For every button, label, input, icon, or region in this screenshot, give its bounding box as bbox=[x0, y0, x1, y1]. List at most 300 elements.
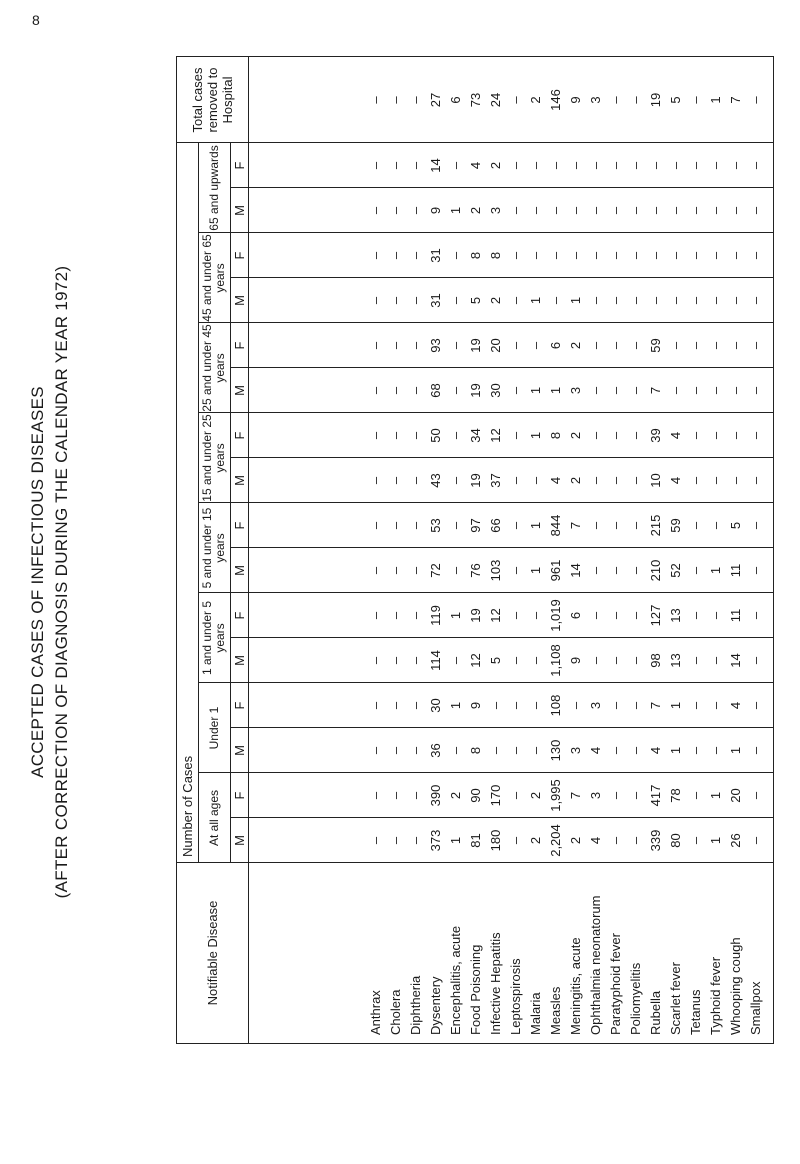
table-cell: – bbox=[628, 566, 643, 575]
table-cell: 43 bbox=[428, 473, 443, 488]
table-cell: 27 bbox=[428, 92, 443, 108]
table-cell: 2 bbox=[568, 836, 583, 845]
table-cell: – bbox=[628, 96, 643, 104]
table-cell: 53 bbox=[428, 518, 443, 533]
table-cell: – bbox=[388, 206, 403, 215]
table-cell: 1 bbox=[448, 836, 463, 845]
table-cell: – bbox=[688, 96, 703, 104]
table-cell: 2 bbox=[448, 791, 463, 800]
table-cell: – bbox=[508, 791, 523, 800]
table-cell: 4 bbox=[668, 476, 683, 485]
table-cell: – bbox=[508, 341, 523, 350]
table-cell: 31 bbox=[428, 248, 443, 263]
table-cell: 3 bbox=[568, 386, 583, 395]
table-cell: – bbox=[528, 656, 543, 665]
table-cell: 2 bbox=[568, 476, 583, 485]
table-cell: – bbox=[688, 611, 703, 620]
table-cell: – bbox=[608, 836, 623, 845]
table-cell: – bbox=[528, 206, 543, 215]
table-cell: – bbox=[748, 96, 763, 104]
table-cell: – bbox=[708, 296, 723, 305]
table-cell: – bbox=[448, 386, 463, 395]
table-cell: – bbox=[608, 206, 623, 215]
table-cell: – bbox=[588, 431, 603, 440]
title-line-1: ACCEPTED CASES OF INFECTIOUS DISEASES bbox=[28, 386, 47, 778]
table-cell: – bbox=[748, 251, 763, 260]
table-cell: – bbox=[548, 206, 563, 215]
disease-name: Whooping cough bbox=[728, 937, 743, 1035]
age-group-header: 45 and under 65 years bbox=[200, 234, 227, 322]
table-cell: – bbox=[748, 161, 763, 170]
table-cell: 4 bbox=[468, 161, 483, 170]
table-cell: 1 bbox=[668, 746, 683, 755]
table-cell: – bbox=[568, 701, 583, 710]
table-cell: – bbox=[588, 611, 603, 620]
table-cell: 7 bbox=[568, 521, 583, 530]
table-cell: 8 bbox=[548, 431, 563, 440]
disease-name: Cholera bbox=[388, 989, 403, 1035]
table-cell: – bbox=[688, 341, 703, 350]
table-cell: – bbox=[628, 431, 643, 440]
table-cell: – bbox=[708, 701, 723, 710]
table-cell: – bbox=[748, 836, 763, 845]
table-cell: – bbox=[448, 746, 463, 755]
table-cell: – bbox=[668, 161, 683, 170]
table-cell: 5 bbox=[468, 296, 483, 305]
table-cell: 2 bbox=[468, 206, 483, 215]
disease-name: Dysentery bbox=[428, 976, 443, 1035]
table-cell: – bbox=[588, 656, 603, 665]
table-cell: – bbox=[368, 161, 383, 170]
table-cell: – bbox=[388, 611, 403, 620]
table-cell: 4 bbox=[668, 431, 683, 440]
table-cell: 14 bbox=[428, 158, 443, 173]
table-cell: – bbox=[388, 476, 403, 485]
table-cell: – bbox=[488, 701, 503, 710]
table-cell: 5 bbox=[668, 96, 683, 104]
table-cell: – bbox=[388, 251, 403, 260]
table-cell: 4 bbox=[728, 701, 743, 710]
table-cell: 1 bbox=[528, 296, 543, 305]
age-group-header: At all ages bbox=[206, 789, 221, 847]
table-cell: 170 bbox=[488, 784, 503, 807]
table-cell: – bbox=[728, 341, 743, 350]
table-cell: 961 bbox=[548, 559, 563, 582]
table-cell: – bbox=[368, 386, 383, 395]
disease-name: Typhoid fever bbox=[708, 956, 723, 1035]
table-cell: – bbox=[748, 296, 763, 305]
table-cell: 417 bbox=[648, 784, 663, 807]
table-cell: – bbox=[688, 476, 703, 485]
table-cell: – bbox=[368, 521, 383, 530]
table-cell: – bbox=[408, 656, 423, 665]
table-cell: – bbox=[648, 206, 663, 215]
male-column-header: M bbox=[231, 835, 247, 846]
table-cell: – bbox=[508, 521, 523, 530]
table-cell: – bbox=[368, 251, 383, 260]
table-cell: – bbox=[748, 431, 763, 440]
age-group-header: 25 and under 45 years bbox=[200, 324, 227, 412]
table-cell: – bbox=[728, 206, 743, 215]
table-cell: – bbox=[668, 251, 683, 260]
table-cell: – bbox=[388, 566, 403, 575]
table-cell: 81 bbox=[468, 833, 483, 848]
table-cell: – bbox=[608, 791, 623, 800]
table-cell: – bbox=[628, 791, 643, 800]
table-cell: 14 bbox=[728, 653, 743, 668]
female-column-header: F bbox=[231, 161, 247, 170]
table-cell: 78 bbox=[668, 788, 683, 803]
table-cell: 4 bbox=[648, 746, 663, 755]
table-cell: – bbox=[368, 791, 383, 800]
table-cell: – bbox=[388, 701, 403, 710]
disease-column-header: Notifiable Disease bbox=[204, 900, 220, 1006]
table-cell: 20 bbox=[728, 788, 743, 803]
table-cell: – bbox=[608, 296, 623, 305]
table-cell: – bbox=[368, 701, 383, 710]
table-cell: – bbox=[708, 386, 723, 395]
table-cell: 1 bbox=[668, 701, 683, 710]
table-cell: – bbox=[628, 161, 643, 170]
disease-name: Encephalitis, acute bbox=[448, 925, 463, 1035]
table-cell: – bbox=[608, 611, 623, 620]
table-cell: – bbox=[448, 296, 463, 305]
table-cell: – bbox=[368, 656, 383, 665]
table-cell: – bbox=[748, 791, 763, 800]
table-cell: 4 bbox=[548, 476, 563, 485]
table-cell: – bbox=[368, 566, 383, 575]
table-cell: – bbox=[448, 566, 463, 575]
table-cell: – bbox=[448, 161, 463, 170]
table-cell: 50 bbox=[428, 428, 443, 443]
table-cell: 1 bbox=[728, 746, 743, 755]
page-title bbox=[26, 0, 74, 1164]
table-cell: 90 bbox=[468, 788, 483, 803]
table-cell: – bbox=[508, 611, 523, 620]
table-cell: 37 bbox=[488, 473, 503, 488]
table-cell: – bbox=[368, 96, 383, 104]
table-cell: – bbox=[548, 296, 563, 305]
table-cell: 2 bbox=[568, 341, 583, 350]
age-group-header: Under 1 bbox=[206, 706, 221, 750]
table-cell: – bbox=[508, 161, 523, 170]
rule bbox=[248, 57, 249, 1043]
table-cell: – bbox=[408, 611, 423, 620]
rule bbox=[198, 143, 199, 863]
table-cell: 4 bbox=[588, 746, 603, 755]
table-cell: – bbox=[388, 296, 403, 305]
table-cell: – bbox=[508, 701, 523, 710]
table-cell: – bbox=[608, 701, 623, 710]
number-of-cases-header: Number of Cases bbox=[179, 755, 195, 857]
age-group-header: 1 and under 5 years bbox=[200, 600, 227, 676]
table-cell: – bbox=[388, 386, 403, 395]
table-cell: – bbox=[368, 746, 383, 755]
table-cell: 1 bbox=[528, 521, 543, 530]
table-cell: 5 bbox=[488, 656, 503, 665]
table-cell: 6 bbox=[548, 341, 563, 350]
table-cell: – bbox=[748, 206, 763, 215]
table-cell: – bbox=[688, 521, 703, 530]
male-column-header: M bbox=[231, 565, 247, 576]
table-cell: 26 bbox=[728, 833, 743, 848]
table-cell: 9 bbox=[428, 206, 443, 215]
table-cell: – bbox=[688, 701, 703, 710]
table-cell: – bbox=[668, 296, 683, 305]
table-cell: – bbox=[388, 746, 403, 755]
table-cell: – bbox=[628, 386, 643, 395]
table-cell: – bbox=[568, 206, 583, 215]
table-cell: – bbox=[528, 701, 543, 710]
table-cell: 1 bbox=[448, 701, 463, 710]
table-cell: 339 bbox=[648, 829, 663, 852]
table-cell: – bbox=[408, 251, 423, 260]
table-cell: – bbox=[708, 341, 723, 350]
table-cell: 2 bbox=[528, 791, 543, 800]
table-cell: – bbox=[388, 836, 403, 845]
table-cell: – bbox=[508, 96, 523, 104]
table-cell: – bbox=[648, 296, 663, 305]
table-cell: 24 bbox=[488, 92, 503, 108]
table-cell: – bbox=[708, 611, 723, 620]
table-cell: – bbox=[588, 206, 603, 215]
table-cell: 68 bbox=[428, 383, 443, 398]
table-cell: – bbox=[508, 251, 523, 260]
table-cell: – bbox=[628, 206, 643, 215]
table-cell: 34 bbox=[468, 428, 483, 443]
table-cell: 10 bbox=[648, 473, 663, 488]
table-cell: – bbox=[588, 251, 603, 260]
disease-name: Rubella bbox=[648, 990, 663, 1035]
table-cell: – bbox=[728, 386, 743, 395]
table-cell: – bbox=[408, 701, 423, 710]
table-cell: 9 bbox=[568, 656, 583, 665]
table-cell: – bbox=[628, 611, 643, 620]
table-cell: – bbox=[648, 251, 663, 260]
table-cell: – bbox=[368, 836, 383, 845]
table-cell: 19 bbox=[468, 383, 483, 398]
table-cell: 1 bbox=[528, 386, 543, 395]
female-column-header: F bbox=[231, 791, 247, 800]
table-cell: 3 bbox=[588, 791, 603, 800]
table-cell: – bbox=[708, 251, 723, 260]
table-cell: – bbox=[448, 341, 463, 350]
male-column-header: M bbox=[231, 385, 247, 396]
table-cell: – bbox=[708, 206, 723, 215]
table-cell: 2 bbox=[488, 161, 503, 170]
table-cell: – bbox=[628, 521, 643, 530]
table-cell: 59 bbox=[648, 338, 663, 353]
table-cell: – bbox=[728, 296, 743, 305]
male-column-header: M bbox=[231, 655, 247, 666]
table-cell: 72 bbox=[428, 563, 443, 578]
table-cell: 52 bbox=[668, 563, 683, 578]
table-cell: – bbox=[728, 251, 743, 260]
title-line-2: (AFTER CORRECTION OF DIAGNOSIS DURING THE CALENDAR YEAR 1972) bbox=[52, 265, 71, 899]
table-cell: 2 bbox=[528, 836, 543, 845]
table-cell: – bbox=[708, 161, 723, 170]
table-cell: – bbox=[668, 206, 683, 215]
total-hospital-header: Total cases removed to Hospital bbox=[189, 67, 235, 133]
table-cell: 30 bbox=[488, 383, 503, 398]
table-cell: – bbox=[408, 341, 423, 350]
age-group-header: 15 and under 25 years bbox=[200, 414, 227, 502]
age-group-header: 65 and upwards bbox=[206, 145, 221, 231]
table-cell: – bbox=[568, 251, 583, 260]
table-cell: – bbox=[508, 386, 523, 395]
table-cell: – bbox=[608, 341, 623, 350]
table-cell: 97 bbox=[468, 518, 483, 533]
table-cell: 5 bbox=[728, 521, 743, 530]
female-column-header: F bbox=[231, 701, 247, 710]
table-cell: – bbox=[508, 566, 523, 575]
table-cell: – bbox=[408, 96, 423, 104]
table-cell: 1 bbox=[548, 386, 563, 395]
disease-name: Smallpox bbox=[748, 981, 763, 1035]
female-column-header: F bbox=[231, 251, 247, 260]
table-cell: 3 bbox=[568, 746, 583, 755]
table-cell: – bbox=[448, 251, 463, 260]
table-cell: – bbox=[668, 386, 683, 395]
table-cell: 76 bbox=[468, 563, 483, 578]
disease-name: Measles bbox=[548, 986, 563, 1035]
table-cell: – bbox=[688, 296, 703, 305]
table-cell: – bbox=[588, 521, 603, 530]
table-cell: – bbox=[528, 476, 543, 485]
table-cell: – bbox=[368, 476, 383, 485]
table-cell: – bbox=[748, 746, 763, 755]
table-cell: 1 bbox=[528, 566, 543, 575]
table-cell: 3 bbox=[488, 206, 503, 215]
table-cell: 36 bbox=[428, 743, 443, 758]
table-cell: 2,204 bbox=[548, 824, 563, 857]
table-cell: – bbox=[708, 431, 723, 440]
table-cell: 3 bbox=[588, 96, 603, 104]
table-cell: – bbox=[688, 251, 703, 260]
table-cell: – bbox=[388, 431, 403, 440]
disease-name: Paratyphoid fever bbox=[608, 933, 623, 1035]
table-cell: – bbox=[688, 566, 703, 575]
table-cell: – bbox=[368, 206, 383, 215]
table-cell: 1 bbox=[708, 96, 723, 104]
table-cell: – bbox=[408, 791, 423, 800]
table-cell: 30 bbox=[428, 698, 443, 713]
table-cell: 119 bbox=[428, 605, 443, 626]
disease-name: Poliomyelitis bbox=[628, 962, 643, 1035]
disease-name: Ophthalmia neonatorum bbox=[588, 895, 603, 1035]
disease-name: Tetanus bbox=[688, 989, 703, 1035]
table-cell: 8 bbox=[468, 251, 483, 260]
table-cell: – bbox=[508, 206, 523, 215]
table-cell: – bbox=[508, 836, 523, 845]
table-cell: – bbox=[528, 251, 543, 260]
table-cell: – bbox=[448, 656, 463, 665]
table-cell: – bbox=[448, 476, 463, 485]
table-cell: 2 bbox=[488, 296, 503, 305]
table-cell: – bbox=[628, 341, 643, 350]
male-column-header: M bbox=[231, 205, 247, 216]
table-cell: – bbox=[408, 746, 423, 755]
table-cell: – bbox=[508, 746, 523, 755]
table-cell: – bbox=[528, 161, 543, 170]
table-cell: 6 bbox=[448, 96, 463, 104]
table-cell: – bbox=[628, 836, 643, 845]
age-group-header: 5 and under 15 years bbox=[200, 507, 227, 589]
table-cell: 19 bbox=[468, 608, 483, 623]
table-cell: – bbox=[388, 791, 403, 800]
table-cell: – bbox=[368, 431, 383, 440]
disease-name: Malaria bbox=[528, 992, 543, 1035]
table-cell: – bbox=[388, 521, 403, 530]
table-cell: – bbox=[748, 521, 763, 530]
table-cell: – bbox=[408, 476, 423, 485]
table-cell: 215 bbox=[648, 514, 663, 537]
table-cell: 59 bbox=[668, 518, 683, 533]
disease-name: Scarlet fever bbox=[668, 962, 683, 1035]
table-cell: – bbox=[608, 431, 623, 440]
table-cell: 1 bbox=[448, 611, 463, 620]
table-cell: – bbox=[388, 161, 403, 170]
table-cell: – bbox=[508, 431, 523, 440]
table-cell: 31 bbox=[428, 293, 443, 308]
table-cell: – bbox=[748, 386, 763, 395]
table-cell: – bbox=[368, 296, 383, 305]
table-cell: – bbox=[628, 476, 643, 485]
table-cell: 1 bbox=[708, 791, 723, 800]
table-cell: 1,019 bbox=[548, 599, 563, 632]
table-cell: 7 bbox=[648, 386, 663, 395]
disease-name: Meningitis, acute bbox=[568, 937, 583, 1035]
table-cell: – bbox=[588, 296, 603, 305]
disease-name: Leptospirosis bbox=[508, 958, 523, 1035]
table-cell: – bbox=[608, 566, 623, 575]
table-cell: – bbox=[448, 521, 463, 530]
table-cell: – bbox=[628, 296, 643, 305]
table-cell: – bbox=[588, 161, 603, 170]
table-cell: – bbox=[628, 656, 643, 665]
table-cell: 98 bbox=[648, 653, 663, 668]
table-cell: 7 bbox=[648, 701, 663, 710]
table-cell: 3 bbox=[588, 701, 603, 710]
infectious-diseases-table bbox=[176, 56, 774, 1044]
table-cell: – bbox=[748, 611, 763, 620]
table-cell: 11 bbox=[728, 563, 743, 578]
rule bbox=[176, 57, 177, 1043]
table-cell: 93 bbox=[428, 338, 443, 353]
female-column-header: F bbox=[231, 521, 247, 530]
table-cell: 12 bbox=[488, 608, 503, 623]
female-column-header: F bbox=[231, 341, 247, 350]
table-cell: 19 bbox=[648, 92, 663, 108]
table-cell: – bbox=[628, 746, 643, 755]
table-cell: 20 bbox=[488, 338, 503, 353]
table-cell: – bbox=[688, 386, 703, 395]
table-cell: – bbox=[648, 161, 663, 170]
table-cell: – bbox=[408, 386, 423, 395]
disease-name: Infective Hepatitis bbox=[488, 932, 503, 1035]
disease-name: Anthrax bbox=[368, 990, 383, 1035]
table-cell: 4 bbox=[588, 836, 603, 845]
table-cell: 8 bbox=[468, 746, 483, 755]
table-cell: – bbox=[608, 656, 623, 665]
table-cell: 2 bbox=[568, 431, 583, 440]
table-cell: 6 bbox=[568, 611, 583, 620]
table-cell: 1 bbox=[708, 836, 723, 845]
table-cell: 80 bbox=[668, 833, 683, 848]
table-cell: 1,108 bbox=[548, 644, 563, 677]
table-cell: – bbox=[528, 611, 543, 620]
table-cell: – bbox=[408, 296, 423, 305]
